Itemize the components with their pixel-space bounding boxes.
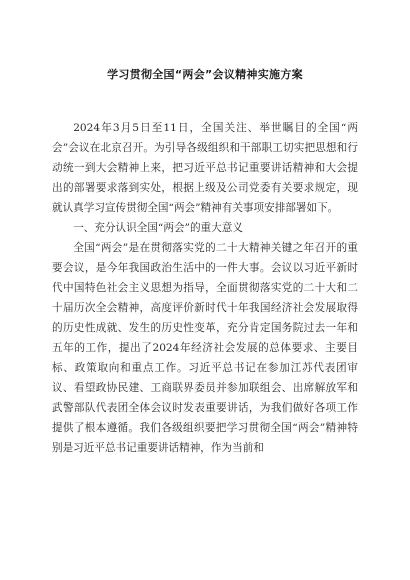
document-body — [52, 118, 358, 458]
section-1-heading: 一、充分认识全国“两会”的重大意义 — [73, 222, 243, 234]
intro-paragraph: 2024年3月5日至11日，全国关注、举世瞩目的全国“两会”会议在北京召开。为引导各级组织和干部职工切实把思想和行动统一到大会精神上来，把习近平总书记重要讲话精神和大会提出的部署要求落到实处，根据上级及公司党委有关要求规定，现就认真学习宣传贯彻全国“两会”精神有关事项安排部署如下。 — [52, 122, 358, 214]
document-title: 学习贯彻全国“两会”会议精神实施方案 — [107, 68, 303, 81]
section-1-paragraph: 全国“两会”是在贯彻落实党的二十大精神关键之年召开的重要会议，是今年我国政治生活中的一件大事。会议以习近平新时代中国特色社会主义思想为指导，全面贯彻落实党的二十大和二十届历次全会精神，高度评价新时代十年我国经济社会发展取得的历史性成就、发生的历史性变革，充分肯定国务院过去一年和五年的工作，提出了2024年经济社会发展的总体要求、主要目标、政策取向和重点工作。习近平总书记在参加江苏代表团审议、看望政协民建、工商联界委员并参加联组会、出席解放军和武警部队代表团全体会议时发表重要讲话，为我们做好各项工作提供了根本遵循。我们各级组织要把学习贯彻全国“两会”精神特别是习近平总书记重要讲话精神，作为当前和 — [52, 242, 358, 454]
